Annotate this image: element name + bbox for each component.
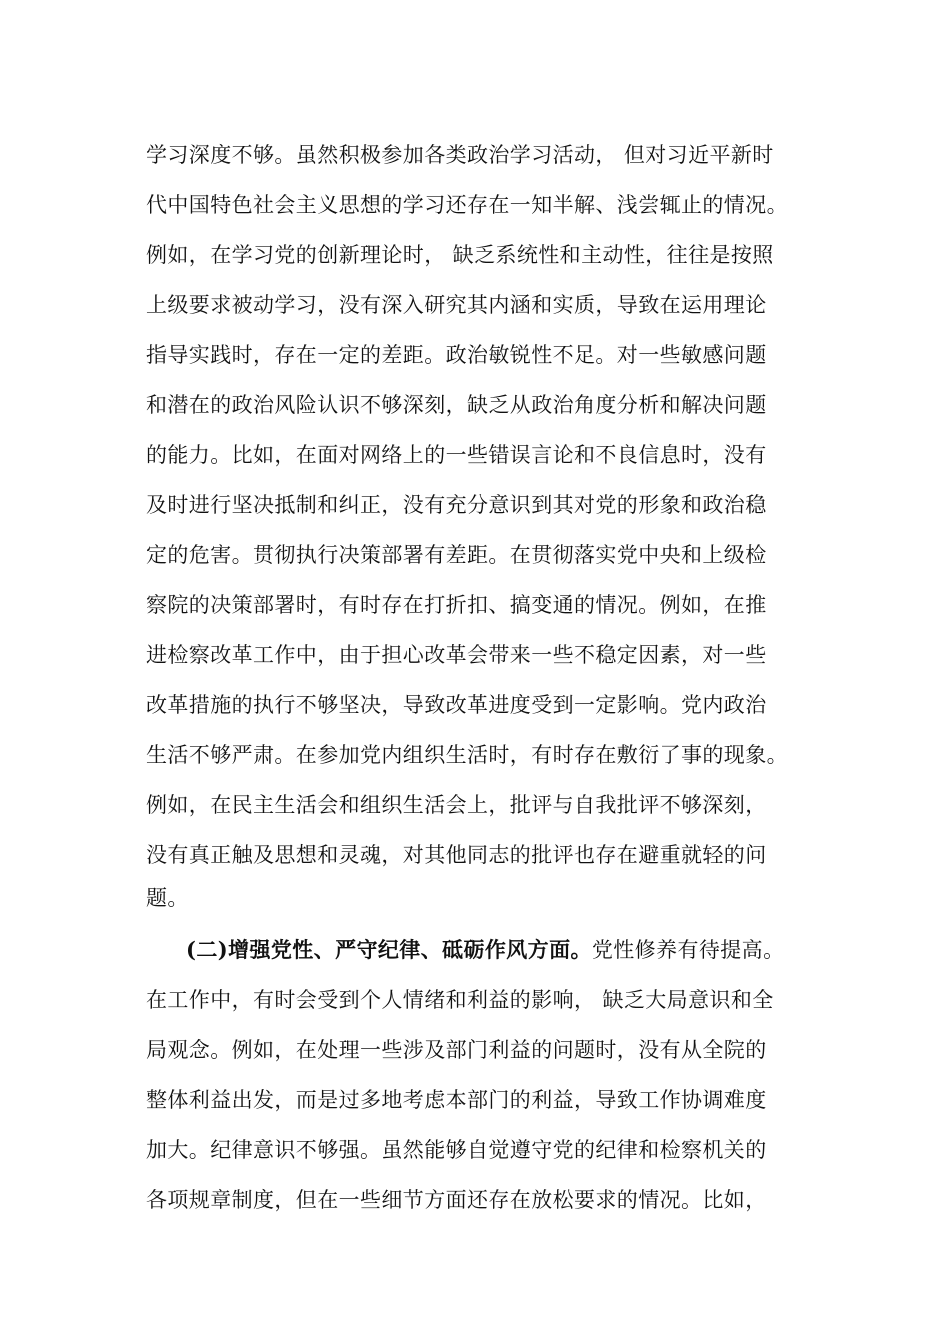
body-line: 察院的决策部署时，有时存在打折扣、搞变通的情况。例如，在推	[146, 593, 767, 617]
body-line: 例如，在学习党的创新理论时， 缺乏系统性和主动性，往往是按照	[146, 243, 774, 267]
body-line: 生活不够严肃。在参加党内组织生活时，有时存在敷衍了事的现象。	[146, 743, 788, 767]
body-line: 和潜在的政治风险认识不够深刻，缺乏从政治角度分析和解决问题	[146, 393, 767, 417]
body-line: 指导实践时，存在一定的差距。政治敏锐性不足。对一些敏感问题	[146, 343, 767, 367]
body-line: 及时进行坚决抵制和纠正，没有充分意识到其对党的形象和政治稳	[146, 493, 767, 517]
body-line: 没有真正触及思想和灵魂，对其他同志的批评也存在避重就轻的问	[146, 843, 767, 867]
section-heading: (二)增强党性、严守纪律、砥砺作风方面。	[186, 937, 592, 962]
body-line: 定的危害。贯彻执行决策部署有差距。在贯彻落实党中央和上级检	[146, 543, 767, 567]
body-line: 在工作中，有时会受到个人情绪和利益的影响， 缺乏大局意识和全	[146, 988, 774, 1012]
body-line: 各项规章制度，但在一些细节方面还存在放松要求的情况。比如，	[146, 1188, 767, 1212]
body-line: 代中国特色社会主义思想的学习还存在一知半解、浅尝辄止的情况。	[146, 193, 788, 217]
body-line: 改革措施的执行不够坚决，导致改革进度受到一定影响。党内政治	[146, 693, 767, 717]
body-line: 上级要求被动学习，没有深入研究其内涵和实质，导致在运用理论	[146, 293, 767, 317]
body-line: 的能力。比如，在面对网络上的一些错误言论和不良信息时，没有	[146, 443, 767, 467]
body-line: 例如，在民主生活会和组织生活会上，批评与自我批评不够深刻，	[146, 793, 767, 817]
section-heading-rest: 党性修养有待提高。	[591, 938, 785, 962]
body-line: 题。	[146, 886, 189, 910]
section-heading-line	[186, 935, 784, 965]
body-line: 整体利益出发，而是过多地考虑本部门的利益，导致工作协调难度	[146, 1088, 767, 1112]
body-line: 学习深度不够。虽然积极参加各类政治学习活动， 但对习近平新时	[146, 143, 774, 167]
body-line: 加大。纪律意识不够强。虽然能够自觉遵守党的纪律和检察机关的	[146, 1138, 767, 1162]
body-line: 进检察改革工作中，由于担心改革会带来一些不稳定因素，对一些	[146, 643, 767, 667]
body-line: 局观念。例如，在处理一些涉及部门利益的问题时，没有从全院的	[146, 1038, 767, 1062]
